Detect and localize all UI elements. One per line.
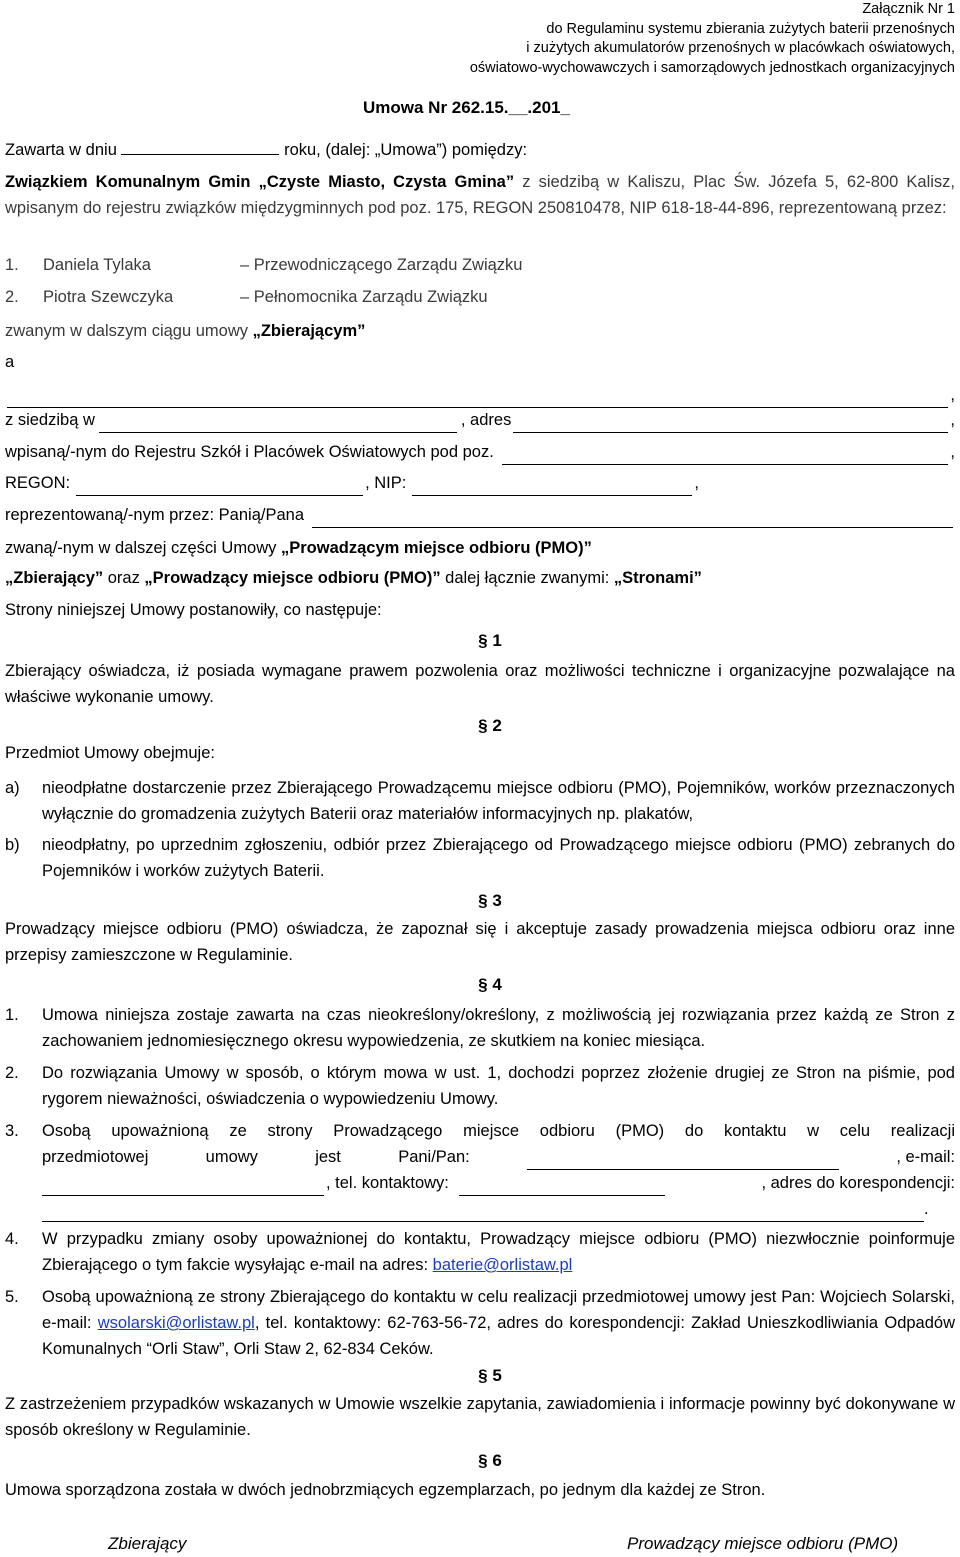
section-1-heading: § 1 [478,631,502,650]
solarski-email-link[interactable]: wsolarski@orlistaw.pl [97,1314,255,1332]
regon-nip-row: REGON: , NIP: , [5,470,955,496]
annex-number: Załącznik Nr 1 [862,1,955,17]
section-3-text: Prowadzący miejsce odbioru (PMO) oświadcza, że zapoznał się i akceptuje zasady prowadzenia miejsca odbioru oraz inne przepisy zamieszczone w Regulaminie. [5,920,955,964]
date-blank[interactable] [121,137,279,155]
contact-address-blank[interactable] [42,1204,924,1222]
and-word: a [5,353,15,371]
signature-collector: Zbierający [108,1534,187,1553]
annex-line-3: i zużytych akumulatorów przenośnych w placówkach oświatowych, [526,40,955,56]
address-blank[interactable] [513,415,948,433]
register-blank[interactable] [502,447,949,465]
represented-row: reprezentowaną/-nym przez: Panią/Pana [5,502,955,528]
nip-blank[interactable] [412,478,692,496]
section-2-lead: Przedmiot Umowy obejmuje: [5,744,215,762]
section-3-heading: § 3 [478,891,502,910]
called-collector: zwanym w dalszym ciągu umowy „Zbierającym” [5,322,366,340]
pmo-name-blank[interactable] [7,390,948,408]
section-2-item-a: a) nieodpłatne dostarczenie przez Zbierającego Prowadzącemu miejsce odbioru (PMO), Pojemników, worków przeznaczonych wyłącznie do gromadzenia zużytych Baterii oraz materiałów informacyjnych np. plakatów, [5,779,955,823]
contact-phone-blank[interactable] [459,1178,665,1196]
union-name: Związkiem Komunalnym Gmin „Czyste Miasto, Czysta Gmina” [5,173,515,191]
called-pmo: zwaną/-nym w dalszej części Umowy „Prowadzącym miejsce odbioru (PMO)” [5,539,592,557]
seat-blank[interactable] [99,415,457,433]
representative-2: 2. Piotra Szewczyka – Pełnomocnika Zarządu Związku [5,288,488,306]
represented-blank[interactable] [312,510,953,528]
agreed-text: Strony niniejszej Umowy postanowiły, co następuje: [5,601,382,619]
register-row: wpisaną/-nym do Rejestru Szkół i Placówek Oświatowych pod poz. , [5,439,955,465]
signature-pmo: Prowadzący miejsce odbioru (PMO) [627,1534,899,1553]
annex-line-4: oświatowo-wychowawczych i samorządowych jednostkach organizacyjnych [469,59,955,76]
section-1-text: Zbierający oświadcza, iż posiada wymagane prawem pozwolenia oraz możliwości techniczne i organizacyjne pozwalające na właściwe wykonanie umowy. [5,662,955,706]
section-2-item-b: b) nieodpłatny, po uprzednim zgłoszeniu, odbiór przez Zbierającego od Prowadzącego miejsce odbioru (PMO) zebranych do Pojemników i worków zużytych Baterii. [5,836,955,880]
section-6-text: Umowa sporządzona została w dwóch jednobrzmiących egzemplarzach, po jednym dla każdej ze Stron. [5,1481,766,1499]
contact-email-blank[interactable] [42,1178,324,1196]
pmo-name-row: , [5,382,955,408]
section-2-heading: § 2 [478,716,502,735]
baterie-email-link[interactable]: baterie@orlistaw.pl [432,1256,573,1274]
annex-line-2: do Regulaminu systemu zbierania zużytych baterii przenośnych [546,20,955,37]
section-6-heading: § 6 [478,1451,502,1470]
regon-blank[interactable] [76,478,363,496]
section-4-item-5: 5. Osobą upoważnioną ze strony Zbierającego do kontaktu w celu realizacji przedmiotowej umowy jest Pan: Wojciech Solarski, e-mail: wsolarski@orlistaw.pl, tel. kontaktowy: 62-763-56-72, adres do korespondencji: Zakład Unieszkodliwiania Odpadów Komunalnych “Orli Staw”, Orli Staw 2, 62-834 Ceków. [5,1288,955,1358]
section-5-heading: § 5 [478,1366,502,1385]
section-4-item-4: 4. W przypadku zmiany osoby upoważnionej do kontaktu, Prowadzący miejsce odbioru (PMO) niezwłocznie poinformuje Zbierającego o tym fakcie wysyłając e-mail na adres: baterie@orlistaw.pl [5,1230,955,1274]
section-4-item-1: 1. Umowa niniejsza zostaje zawarta na czas nieokreślony/określony, z możliwością jej rozwiązania przez każdą ze Stron z zachowaniem jednomiesięcznego okresu wypowiedzenia, ze skutkiem na koniec miesiąca. [5,1006,955,1050]
section-4-item-3: 3. Osobą upoważnioną ze strony Prowadzącego miejsce odbioru (PMO) do kontaktu w celu realizacji przedmiotowej umowy jest Pani/Pan: , e-mail: , tel. kontaktowy: , adres do korespondencji: . [5,1118,955,1222]
section-4-item-2: 2. Do rozwiązania Umowy w sposób, o którym mowa w ust. 1, dochodzi poprzez złożenie drugiej ze Stron na piśmie, pod rygorem nieważności, oświadczenia o wypowiedzeniu Umowy. [5,1064,955,1108]
seat-row: z siedzibą w , adres , [5,407,955,433]
contract-title: Umowa Nr 262.15.__.201_ [363,98,570,117]
representative-1: 1. Daniela Tylaka – Przewodniczącego Zarządu Związku [5,256,523,274]
union-description [5,169,955,221]
section-4-heading: § 4 [478,975,502,994]
contact-person-blank[interactable] [527,1152,839,1170]
union-address: z siedzibą w Kaliszu, Plac Św. Józefa 5, 62-800 Kalisz, wpisanym do rejestru związków międzygminnych pod poz. 175, REGON 250810478, NIP 618-18-44-896, reprezentowaną przez: [5,173,955,217]
concluded-line: Zawarta w dniu roku, (dalej: „Umowa”) pomiędzy: [5,137,955,163]
section-5-text: Z zastrzeżeniem przypadków wskazanych w Umowie wszelkie zapytania, zawiadomienia i informacje powinny być dokonywane w sposób określony w Regulaminie. [5,1395,955,1439]
annex-header [470,0,955,78]
parties-definition: „Zbierający” oraz „Prowadzący miejsce odbioru (PMO)” dalej łącznie zwanymi: „Stronami” [5,569,702,587]
